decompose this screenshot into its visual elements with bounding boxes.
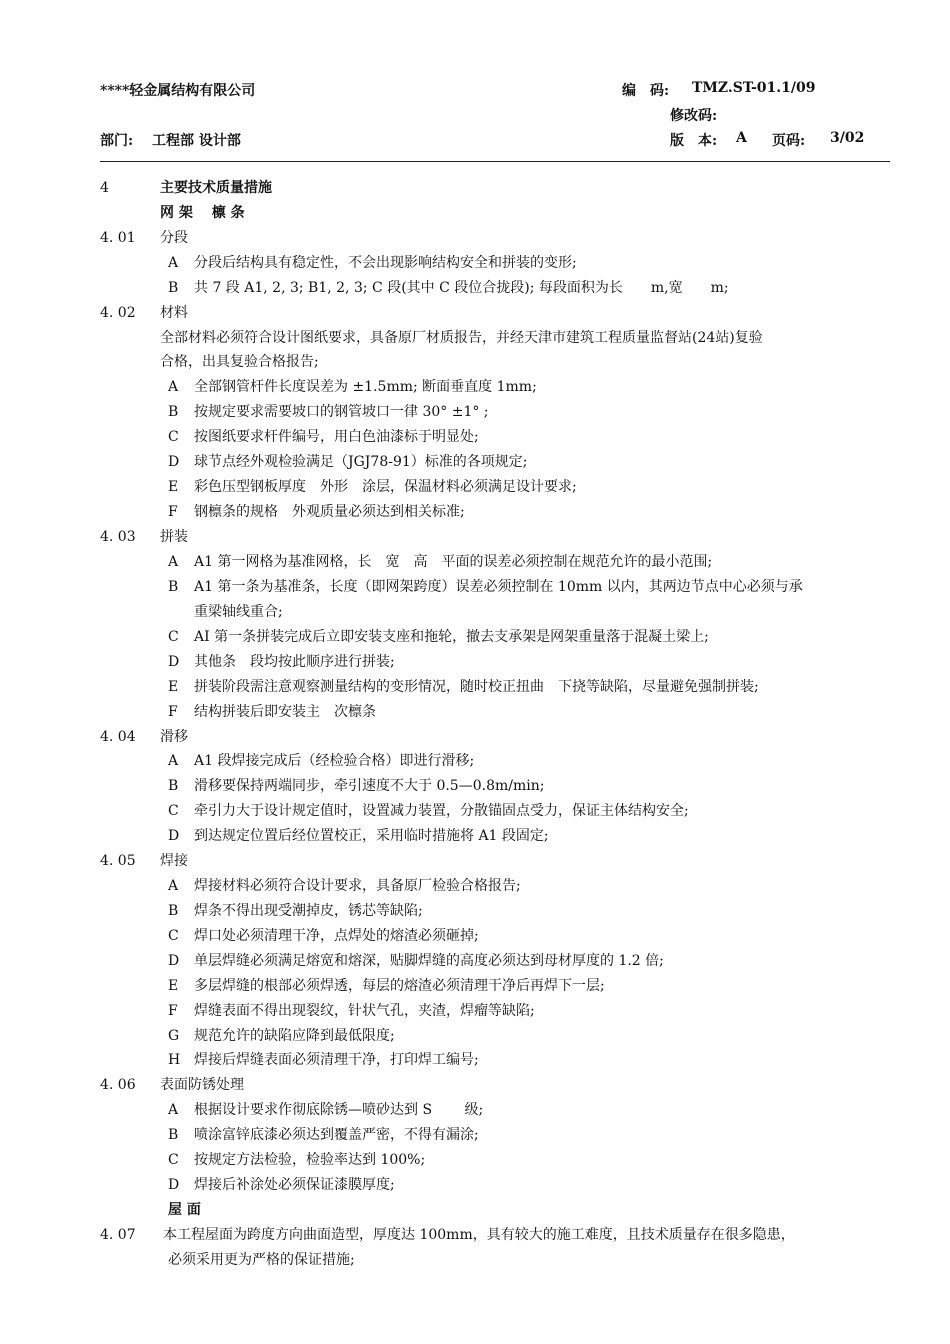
section-title: 拼装 xyxy=(160,529,188,545)
section-title: 焊接 xyxy=(160,853,188,869)
item-letter: E xyxy=(168,978,179,994)
code-label: 编 码: xyxy=(622,83,670,99)
item-letter: A xyxy=(168,878,179,894)
item-letter: B xyxy=(168,1127,179,1143)
dept-label: 部门: xyxy=(100,133,134,149)
revision-label: 修改码: xyxy=(670,108,718,124)
paragraph-line: 全部材料必须符合设计图纸要求，具备原厂材质报告，并经天津市建筑工程质量监督站(24站)复验 xyxy=(160,330,763,346)
paragraph-line: 必须采用更为严格的保证措施; xyxy=(168,1252,355,1268)
section-number: 4. 05 xyxy=(100,853,136,869)
item-letter: F xyxy=(168,1003,178,1019)
item-text: 焊条不得出现受潮掉皮，锈芯等缺陷; xyxy=(194,903,423,919)
dept-value: 工程部 设计部 xyxy=(152,133,241,149)
item-letter: C xyxy=(168,429,179,445)
item-text: 滑移要保持两端同步，牵引速度不大于 0.5—0.8m/min; xyxy=(194,778,545,794)
item-letter: D xyxy=(168,654,180,670)
code-value: TMZ.ST-01.1/09 xyxy=(692,80,816,96)
item-text: 按图纸要求杆件编号，用白色油漆标于明显处; xyxy=(194,429,479,445)
item-text: A1 段焊接完成后（经检验合格）即进行滑移; xyxy=(194,753,475,769)
item-text: 按规定方法检验，检验率达到 100%; xyxy=(194,1152,426,1168)
section-number: 4. 06 xyxy=(100,1077,136,1093)
section-number: 4. 03 xyxy=(100,529,136,545)
item-text: 根据设计要求作彻底除锈—喷砂达到 S 级; xyxy=(194,1102,484,1118)
version-value: A xyxy=(736,130,747,146)
item-text: 拼装阶段需注意观察测量结构的变形情况，随时校正扭曲 下挠等缺陷，尽量避免强制拼装; xyxy=(194,679,759,695)
item-text: AI 第一条拼装完成后立即安装支座和拖轮，撤去支承架是网架重量落于混凝土梁上; xyxy=(194,629,709,645)
item-text: 钢檩条的规格 外观质量必须达到相关标准; xyxy=(194,504,465,520)
section-title: 滑移 xyxy=(160,729,188,745)
item-text: 到达规定位置后经位置校正，采用临时措施将 A1 段固定; xyxy=(194,828,549,844)
item-letter: D xyxy=(168,1177,180,1193)
item-text: 牵引力大于设计规定值时，设置减力装置，分散锚固点受力，保证主体结构安全; xyxy=(194,803,689,819)
header-divider xyxy=(100,161,890,162)
item-text: 喷涂富锌底漆必须达到覆盖严密，不得有漏涂; xyxy=(194,1127,479,1143)
item-text: 分段后结构具有稳定性，不会出现影响结构安全和拼装的变形; xyxy=(194,255,577,271)
item-letter: A xyxy=(168,753,179,769)
item-letter: E xyxy=(168,479,179,495)
item-text: 焊接后焊缝表面必须清理干净，打印焊工编号; xyxy=(194,1052,479,1068)
item-letter: C xyxy=(168,803,179,819)
item-letter: B xyxy=(168,778,179,794)
section-title: 表面防锈处理 xyxy=(160,1077,244,1093)
item-text: 单层焊缝必须满足熔宽和熔深，贴脚焊缝的高度必须达到母材厚度的 1.2 倍; xyxy=(194,953,664,969)
item-letter: G xyxy=(168,1028,180,1044)
item-text: A1 第一网格为基准网格，长 宽 高 平面的误差必须控制在规范允许的最小范围; xyxy=(194,554,713,570)
item-text: 彩色压型钢板厚度 外形 涂层，保温材料必须满足设计要求; xyxy=(194,479,577,495)
main-section-number: 4 xyxy=(100,180,109,196)
version-label: 版 本: xyxy=(670,133,718,149)
item-text-continued: 重梁轴线重合; xyxy=(194,604,283,620)
item-letter: A xyxy=(168,379,179,395)
item-letter: C xyxy=(168,629,179,645)
item-text: 其他条 段均按此顺序进行拼装; xyxy=(194,654,395,670)
sub-heading-net-frame: 网 架 檩 条 xyxy=(160,205,245,221)
section-number: 4. 04 xyxy=(100,729,136,745)
item-letter: B xyxy=(168,903,179,919)
main-section-title: 主要技术质量措施 xyxy=(160,180,272,196)
item-text: 焊口处必须清理干净，点焊处的熔渣必须砸掉; xyxy=(194,928,479,944)
item-letter: C xyxy=(168,928,179,944)
section-title: 分段 xyxy=(160,230,188,246)
page-label: 页码: xyxy=(772,133,806,149)
item-letter: D xyxy=(168,828,180,844)
item-text: 多层焊缝的根部必须焊透，每层的熔渣必须清理干净后再焊下一层; xyxy=(194,978,605,994)
item-letter: A xyxy=(168,1102,179,1118)
item-letter: A xyxy=(168,554,179,570)
item-text: A1 第一条为基准条，长度（即网架跨度）误差必须控制在 10mm 以内，其两边节点中心必须与承 xyxy=(194,579,803,595)
item-letter: H xyxy=(168,1052,181,1068)
item-text: 焊接后补涂处必须保证漆膜厚度; xyxy=(194,1177,395,1193)
company-name: ****轻金属结构有限公司 xyxy=(100,83,256,99)
paragraph-line: 本工程屋面为跨度方向曲面造型，厚度达 100mm，具有较大的施工难度，且技术质量存在很多隐患， xyxy=(163,1227,795,1243)
section-number: 4. 07 xyxy=(100,1227,136,1243)
section-number: 4. 02 xyxy=(100,305,136,321)
item-letter: F xyxy=(168,504,178,520)
item-letter: E xyxy=(168,679,179,695)
item-text: 全部钢管杆件长度误差为 ±1.5mm; 断面垂直度 1mm; xyxy=(194,379,537,395)
page-value: 3/02 xyxy=(830,130,865,146)
item-text: 共 7 段 A1, 2, 3; B1, 2, 3; C 段(其中 C 段位合拢段); 每段面积为长 m,宽 m; xyxy=(194,280,729,296)
item-text: 焊接材料必须符合设计要求，具备原厂检验合格报告; xyxy=(194,878,521,894)
item-text: 焊缝表面不得出现裂纹，针状气孔，夹渣，焊瘤等缺陷; xyxy=(194,1003,535,1019)
sub-heading-roof: 屋 面 xyxy=(168,1202,201,1218)
item-text: 结构拼装后即安装主 次檩条 xyxy=(194,704,376,720)
section-title: 材料 xyxy=(160,305,188,321)
item-letter: D xyxy=(168,953,180,969)
item-letter: B xyxy=(168,579,179,595)
item-letter: F xyxy=(168,704,178,720)
item-text: 球节点经外观检验满足（JGJ78-91）标准的各项规定; xyxy=(194,454,528,470)
item-letter: B xyxy=(168,404,179,420)
paragraph-line: 合格，出具复验合格报告; xyxy=(160,354,319,370)
item-text: 规范允许的缺陷应降到最低限度; xyxy=(194,1028,395,1044)
section-number: 4. 01 xyxy=(100,230,136,246)
item-letter: B xyxy=(168,280,179,296)
item-letter: C xyxy=(168,1152,179,1168)
item-letter: A xyxy=(168,255,179,271)
item-letter: D xyxy=(168,454,180,470)
item-text: 按规定要求需要坡口的钢管坡口一律 30° ±1° ; xyxy=(194,404,489,420)
